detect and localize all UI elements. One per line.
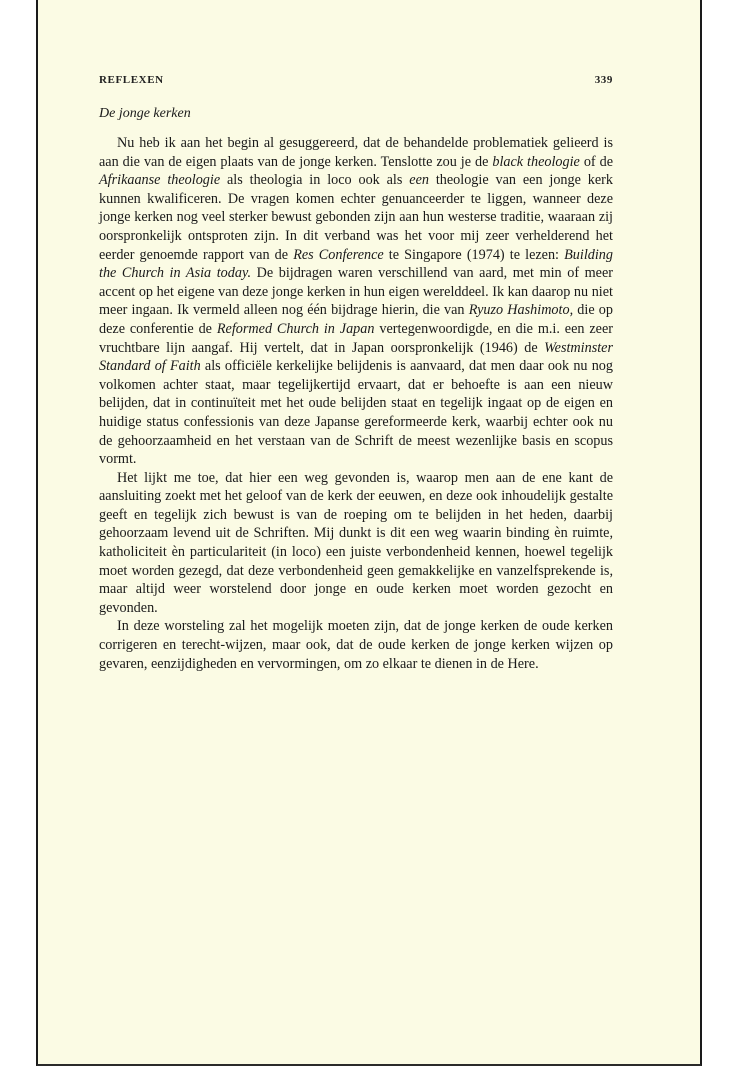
text-run: te Singapore (1974) te lezen: <box>383 246 565 263</box>
running-head: REFLEXEN <box>99 74 164 86</box>
italic-text: Reformed Church in Japan <box>216 320 375 337</box>
text-run: Nu heb ik aan het begin al gesuggereerd, dat de behandelde problematiek gelieerd is aan die van de eigen plaats van de jonge kerken. Tenslotte zou je de <box>99 135 613 170</box>
section-title: De jonge kerken <box>99 106 191 121</box>
text-run: of de <box>579 153 613 170</box>
text-run: als officiële kerkelijke belijdenis is aanvaard, dat men daar ook nu nog volkomen achter staat, maar tegelijkertijd ervaart, dat er behoefte is aan een nieuw belijden, dat in continuïteit met het oude belijden staat en tegelijk ingaat op de eigen en huidige status confessionis van deze Japanse gereformeerde kerk, waarbij echter ook nu de gehoorzaamheid en het verstaan van de Schrift de meest wezenlijke basis en scopus vormt. <box>99 358 613 468</box>
text-run: als theologia in loco ook als <box>220 172 410 189</box>
paragraph <box>99 469 613 618</box>
text-run: In deze worsteling zal het mogelijk moeten zijn, dat de jonge kerken de oude kerken corrigeren en terecht-wijzen, maar ook, dat de oude kerken de jonge kerken wijzen op gevaren, eenzijdigheden en vervormingen, om zo elkaar te dienen in de Here. <box>99 618 613 672</box>
italic-text: Afrikaanse theologie <box>99 172 221 189</box>
book-page <box>36 0 702 1066</box>
text-run: vertegenwoordigde, en die m.i. een zeer vruchtbare lijn aangaf. Hij vertelt, dat in Japan oorspronkelijk (1946) de <box>99 320 613 356</box>
italic-text: een <box>409 172 429 189</box>
italic-text: black theologie <box>492 153 580 170</box>
body-text <box>99 134 613 673</box>
italic-text: Westminster Standard of Faith <box>99 339 613 375</box>
italic-text: Building the Church in Asia today. <box>99 246 613 282</box>
paragraph <box>99 617 613 673</box>
text-run: die op deze conferentie de <box>99 302 613 337</box>
paragraph <box>99 134 613 469</box>
text-run: theologie van een jonge kerk kunnen kwalificeren. De vragen komen echter genuanceerder te liggen, wanneer deze jonge kerken nog veel sterker bewust gebonden zijn aan hun westerse traditie, waaraan zij oorspronkelijk ontsproten zijn. In dit verband was het voor mij zeer verhelderend het eerder genoemde rapport van de <box>99 172 613 263</box>
page-header <box>99 74 613 90</box>
italic-text: Ryuzo Hashimoto, <box>468 302 574 319</box>
page-number: 339 <box>594 74 613 86</box>
italic-text: Res Conference <box>293 246 384 263</box>
text-run: De bijdragen waren verschillend van aard, met min of meer accent op het eigene van deze jonge kerken in hun eigen werelddeel. Ik kan daarop nu niet meer ingaan. Ik vermeld alleen nog één bijdrage hierin, die van <box>99 265 613 319</box>
text-run: Het lijkt me toe, dat hier een weg gevonden is, waarop men aan de ene kant de aansluiting zoekt met het geloof van de kerk der eeuwen, en deze ook inhoudelijk gestalte geeft en tegelijk zich bewust is van de roeping om te belijden in het heden, daarbij gehoorzaam levend uit de Schriften. Mij dunkt is dit een weg waarin binding èn ruimte, katholiciteit èn particulariteit (in loco) een juiste verbondenheid kennen, hoewel tegelijk moet worden gezegd, dat deze verbondenheid geen gemakkelijke en vanzelfsprekende is, maar altijd weer worstelend door jonge en oude kerken moet worden gezocht en gevonden. <box>99 469 613 616</box>
